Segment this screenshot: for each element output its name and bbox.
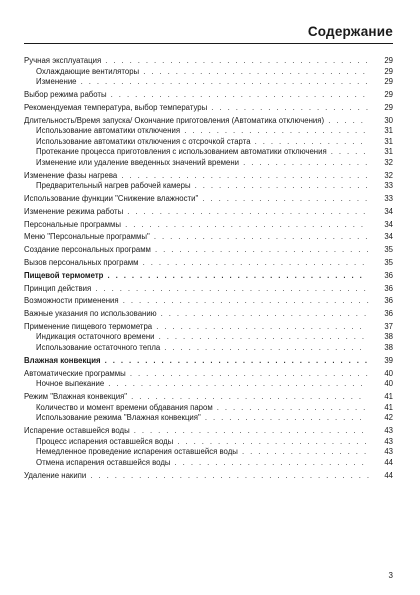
toc-entry[interactable] (24, 116, 393, 127)
toc-entry[interactable] (24, 258, 393, 269)
toc-dot-leader: . . . . . . . . . . . . . . . . . . . . . . . . . . . . . . . . . . . . (80, 77, 370, 87)
toc-dot-leader: . . . . . (328, 115, 365, 125)
toc-entry-title: Изменение . . . . . . . . . . . . . . . . . . . . . . . . . . . . . . . . . . . . (36, 77, 393, 88)
toc-entry[interactable] (24, 67, 393, 78)
toc-dot-leader: . . . . . . . . . . . . . . . . . . . . . . . . . . . . . . (129, 368, 370, 378)
toc-entry-title: Ручная эксплуатация . . . . . . . . . . . . . . . . . . . . . . . . . . . . . . . . . (24, 56, 393, 67)
toc-page-number: 29 (384, 66, 393, 76)
toc-page-number: 31 (384, 126, 393, 136)
toc-entry[interactable] (24, 245, 393, 256)
toc-entry[interactable] (24, 379, 393, 390)
toc-entry-title: Режим "Влажная конвекция" . . . . . . . . . . . . . . . . . . . . . . . . . . . . . (24, 392, 393, 403)
toc-dot-leader: . . . . . . . . . . . . . . . . . . . . (211, 102, 370, 112)
toc-entry-title: Меню "Персональные программы" . . . . . . . . . . . . . . . . . . . . . . . . . . . (24, 232, 393, 243)
toc-entry[interactable] (24, 147, 393, 158)
toc-entry-title: Использование автоматики отключения с отсрочкой старта . . . . . . . . . . . . . . (36, 137, 393, 148)
toc-page-number: 35 (384, 257, 393, 267)
toc-entry[interactable] (24, 90, 393, 101)
toc-entry[interactable] (24, 471, 393, 482)
toc-dot-leader: . . . . . (330, 147, 368, 157)
toc-page-number: 33 (384, 181, 393, 191)
toc-dot-leader: . . . . . . . . . . . . . . (254, 136, 365, 146)
toc-page-number: 36 (384, 283, 393, 293)
toc-entry-title: Создание персональных программ . . . . . . . . . . . . . . . . . . . . . . . . . . . (24, 245, 393, 256)
toc-dot-leader: . . . . . . . . . . . . . . . . . . . . . . . . . . . . . (131, 392, 363, 401)
toc-entry[interactable] (24, 220, 393, 231)
toc-entry-title: Пищевой термометр . . . . . . . . . . . . . . . . . . . . . . . . . . . . . . . . (24, 271, 393, 282)
toc-entry[interactable] (24, 284, 393, 295)
toc-entry[interactable] (24, 426, 393, 437)
toc-dot-leader: . . . . . . . . . . . . . . . . . . . (216, 402, 368, 412)
toc-page-number: 35 (384, 245, 393, 255)
toc-entry-title: Выбор режима работы . . . . . . . . . . . . . . . . . . . . . . . . . . . . . . . . (24, 90, 393, 101)
toc-dot-leader: . . . . . . . . . . . . . . . . . . . . . . . . . . . . . . . . . (104, 355, 369, 365)
toc-page-number: 36 (384, 309, 393, 319)
toc-entry-title: Изменение фазы нагрева . . . . . . . . . . . . . . . . . . . . . . . . . . . . . . . (24, 171, 393, 182)
toc-page-number: 29 (384, 77, 393, 87)
toc-page-number: 32 (384, 157, 393, 167)
toc-dot-leader: . . . . . . . . . . . . . . . . . . . . . . . . (174, 457, 366, 467)
toc-entry[interactable] (24, 126, 393, 137)
toc-dot-leader: . . . . . . . . . . . . . . . . . . . . . . . . . . (160, 309, 369, 319)
toc-entry[interactable] (24, 296, 393, 307)
toc-dot-leader: . . . . . . . . . . . . . . . . . . . . . . . (184, 126, 368, 136)
toc-dot-leader: . . . . . . . . . . . . . . . . . . . . . . . . . . . . . . . . (108, 379, 365, 389)
toc-entry-title: Автоматические программы . . . . . . . . . . . . . . . . . . . . . . . . . . . . . . (24, 369, 393, 380)
toc-dot-leader: . . . . . . . . . . . . . . . . . . . . . . . . . . . . . . . . . . . (90, 470, 371, 480)
toc-page-number: 43 (384, 425, 393, 435)
toc-entry-title: Протекание процесса приготовления с использованием автоматики отключения . . . . . (36, 147, 393, 158)
toc-page-number: 42 (384, 413, 393, 423)
toc-entry-title: Вызов персональных программ . . . . . . . . . . . . . . . . . . . . . . . . . . . . (24, 258, 393, 269)
page-number: 3 (388, 571, 393, 580)
toc-dot-leader: . . . . . . . . . . . . . . . . . . . . . . (194, 181, 370, 191)
toc-page-number: 43 (384, 436, 393, 446)
toc-entry[interactable] (24, 103, 393, 114)
toc-dot-leader: . . . . . . . . . . . . . . . . . . . . . . . . . . . . . . (127, 206, 368, 216)
toc-entry-title: Удаление накипи . . . . . . . . . . . . . . . . . . . . . . . . . . . . . . . . . . . (24, 471, 393, 482)
toc-entry[interactable] (24, 232, 393, 243)
toc-entry-title: Немедленное проведение испарения оставшейся воды . . . . . . . . . . . . . . . . (36, 447, 393, 458)
toc-entry[interactable] (24, 137, 393, 148)
toc-page-number: 39 (384, 355, 393, 365)
toc-entry-title: Изменение режима работы . . . . . . . . . . . . . . . . . . . . . . . . . . . . . . (24, 207, 393, 218)
toc-entry-title: Важные указания по использованию . . . . . . . . . . . . . . . . . . . . . . . . . . (24, 309, 393, 320)
toc-entry[interactable] (24, 332, 393, 343)
toc-entry-title: Изменение или удаление введенных значений времени . . . . . . . . . . . . . . . . (36, 158, 393, 169)
toc-page-number: 31 (384, 136, 393, 146)
toc-entry-title: Возможности применения . . . . . . . . . . . . . . . . . . . . . . . . . . . . . . . (24, 296, 393, 307)
toc-entry[interactable] (24, 309, 393, 320)
toc-entry[interactable] (24, 369, 393, 380)
table-of-contents (24, 56, 393, 481)
toc-entry[interactable] (24, 403, 393, 414)
toc-entry-title: Охлаждающие вентиляторы . . . . . . . . . . . . . . . . . . . . . . . . . . . . (36, 67, 393, 78)
toc-entry-title: Предварительный нагрев рабочей камеры . . . . . . . . . . . . . . . . . . . . . . (36, 181, 393, 192)
toc-page-number: 41 (384, 392, 393, 401)
toc-entry-title: Использование остаточного тепла . . . . . . . . . . . . . . . . . . . . . . . . . (36, 343, 393, 354)
toc-dot-leader: . . . . . . . . . . . . . . . . . . . . . . . . . . (156, 321, 364, 331)
toc-entry[interactable] (24, 77, 393, 88)
header-divider (24, 43, 393, 44)
toc-page-number: 44 (384, 470, 393, 480)
toc-entry-title: Применение пищевого термометра . . . . . . . . . . . . . . . . . . . . . . . . . . (24, 322, 393, 333)
toc-dot-leader: . . . . . . . . . . . . . . . . . . . . . . . . . . . . . . . . (107, 270, 364, 280)
toc-entry[interactable] (24, 392, 393, 403)
toc-dot-leader: . . . . . . . . . . . . . . . . . . . . . . . . . . . . . . . (122, 296, 371, 306)
toc-entry-title: Испарение оставшейся воды . . . . . . . . . . . . . . . . . . . . . . . . . . . . . (24, 426, 393, 437)
toc-entry[interactable] (24, 271, 393, 282)
toc-entry[interactable] (24, 437, 393, 448)
toc-dot-leader: . . . . . . . . . . . . . . . . . . . . . . . . . . . (154, 245, 371, 255)
toc-entry[interactable] (24, 158, 393, 169)
toc-page-number: 32 (384, 170, 393, 180)
toc-page-number: 41 (384, 402, 393, 412)
toc-entry[interactable] (24, 194, 393, 205)
toc-page-number: 37 (384, 321, 393, 331)
toc-dot-leader: . . . . . . . . . . . . . . . . . . . . . . . . (177, 436, 369, 446)
toc-dot-leader: . . . . . . . . . . . . . . . . . . . . . . . . . . . . . . . (121, 170, 370, 180)
toc-dot-leader: . . . . . . . . . . . . . . . . (243, 157, 370, 167)
toc-page-number: 34 (384, 206, 393, 216)
toc-page-number: 30 (384, 115, 393, 125)
toc-page-number: 31 (384, 147, 393, 157)
toc-dot-leader: . . . . . . . . . . . . . . . . . . . . . . . . . . . . . . . . . (105, 56, 370, 65)
toc-dot-leader: . . . . . . . . . . . . . . . . . . . . . . . . . . . . . (133, 425, 366, 435)
toc-page-number: 34 (384, 232, 393, 242)
toc-dot-leader: . . . . . . . . . . . . . . . . . . . . . . . . . . (158, 332, 366, 342)
toc-entry-title: Рекомендуемая температура, выбор температуры . . . . . . . . . . . . . . . . . . . . (24, 103, 393, 114)
toc-entry[interactable] (24, 171, 393, 182)
toc-entry-title: Использование функции "Снижение влажности" . . . . . . . . . . . . . . . . . . . . . (24, 194, 393, 205)
toc-entry[interactable] (24, 413, 393, 424)
toc-page-number: 38 (384, 343, 393, 353)
toc-entry[interactable] (24, 181, 393, 192)
toc-dot-leader: . . . . . . . . . . . . . . . . . . . . . . . . . . . . (143, 66, 367, 76)
toc-entry[interactable] (24, 207, 393, 218)
toc-dot-leader: . . . . . . . . . . . . . . . . . . . . . . . . . . . . . . . . . . (95, 283, 368, 293)
toc-page-number: 29 (384, 56, 393, 65)
toc-entry-title: Количество и момент времени обдавания паром . . . . . . . . . . . . . . . . . . . (36, 403, 393, 414)
toc-dot-leader: . . . . . . . . . . . . . . . . . . . . . . . . . . . (153, 232, 370, 242)
toc-page-number: 33 (384, 194, 393, 204)
toc-page-number: 40 (384, 368, 393, 378)
toc-dot-leader: . . . . . . . . . . . . . . . . . . . . . . . . . . . . . . (125, 219, 365, 229)
toc-entry[interactable] (24, 447, 393, 458)
toc-entry-title: Процесс испарения оставшейся воды . . . . . . . . . . . . . . . . . . . . . . . . (36, 437, 393, 448)
toc-page-number: 29 (384, 102, 393, 112)
toc-entry[interactable] (24, 56, 393, 67)
toc-entry[interactable] (24, 322, 393, 333)
toc-page-number: 34 (384, 219, 393, 229)
toc-dot-leader: . . . . . . . . . . . . . . . . . . . . (204, 413, 364, 423)
toc-page-number: 36 (384, 296, 393, 306)
toc-page-number: 36 (384, 270, 393, 280)
toc-page-number: 43 (384, 447, 393, 457)
toc-entry-title: Использование автоматики отключения . . . . . . . . . . . . . . . . . . . . . . . (36, 126, 393, 137)
toc-entry[interactable] (24, 343, 393, 354)
toc-entry-title: Ночное выпекание . . . . . . . . . . . . . . . . . . . . . . . . . . . . . . . . (36, 379, 393, 390)
toc-entry[interactable] (24, 458, 393, 469)
toc-entry[interactable] (24, 356, 393, 367)
toc-dot-leader: . . . . . . . . . . . . . . . . . . . . . . . . . . . . (142, 257, 367, 267)
toc-dot-leader: . . . . . . . . . . . . . . . . . . . . . . . . . (164, 343, 364, 353)
toc-entry-title: Влажная конвекция . . . . . . . . . . . . . . . . . . . . . . . . . . . . . . . . . (24, 356, 393, 367)
toc-entry-title: Длительность/Время запуска/ Окончание приготовления (Автоматика отключения) . . . . . (24, 116, 393, 127)
toc-entry-title: Отмена испарения оставшейся воды . . . . . . . . . . . . . . . . . . . . . . . . (36, 458, 393, 469)
toc-dot-leader: . . . . . . . . . . . . . . . . . . . . . (202, 194, 370, 204)
toc-page-number: 29 (384, 89, 393, 99)
toc-entry-title: Индикация остаточного времени . . . . . . . . . . . . . . . . . . . . . . . . . . (36, 332, 393, 343)
toc-dot-leader: . . . . . . . . . . . . . . . . . . . . . . . . . . . . . . . . (110, 89, 367, 99)
toc-entry-title: Персональные программы . . . . . . . . . . . . . . . . . . . . . . . . . . . . . . (24, 220, 393, 231)
toc-page-number: 44 (384, 457, 393, 467)
page-title: Содержание (307, 24, 393, 39)
toc-dot-leader: . . . . . . . . . . . . . . . . (241, 447, 369, 457)
toc-entry-title: Принцип действия . . . . . . . . . . . . . . . . . . . . . . . . . . . . . . . . . . (24, 284, 393, 295)
toc-entry-title: Использование режима "Влажная конвекция" . . . . . . . . . . . . . . . . . . . . (36, 413, 393, 424)
toc-page-number: 38 (384, 332, 393, 342)
toc-page-number: 40 (384, 379, 393, 389)
